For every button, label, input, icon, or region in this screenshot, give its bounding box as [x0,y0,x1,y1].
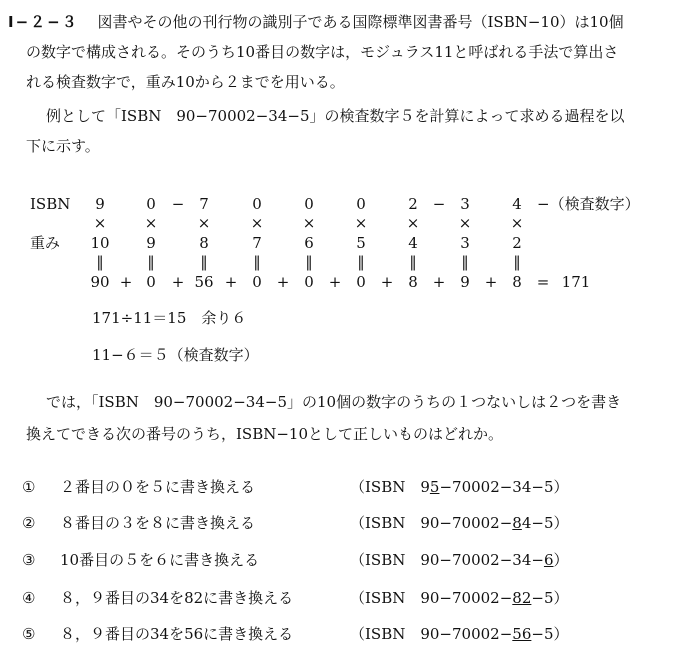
product: 0 [146,273,156,291]
weight: 3 [460,234,470,252]
intro-line-1: Ⅰ−２−３ 図書やその他の刊行物の識別子である国際標準図書番号（ISBN−10）は10個 [8,13,624,31]
prompt-line-2: 換えてできる次の番号のうち，ISBN−10として正しいものはどれか。 [26,425,504,443]
product: 56 [194,273,214,291]
intro-line-3: れる検査数字で，重み10から２までを用いる。 [26,73,345,91]
product: 0 [356,273,366,291]
prompt-line-1: では，「ISBN 90−70002−34−5」の10個の数字のうちの１つないしは２つを書き [46,393,622,411]
digit: 0 [304,195,314,213]
digit: 4 [512,195,522,213]
hyphen: − [171,195,185,213]
hyphen: − [432,195,446,213]
weight: 2 [512,234,522,252]
question-number: Ⅰ−２−３ [8,13,79,31]
digit: 7 [199,195,209,213]
times-sign: × [354,214,368,232]
digit: 2 [408,195,418,213]
plus-sign: + [484,273,498,291]
digit: 3 [460,195,470,213]
calculation-grid [0,0,684,300]
check-digit-line: 11−６＝５（検査数字） [92,346,259,364]
option-text: 10番目の５を６に書き換える [60,551,260,569]
option-marker: ④ [22,589,36,607]
option-text: ８，９番目の34を82に書き換える [60,589,294,607]
digit: 0 [146,195,156,213]
equals-vertical: ‖ [200,253,208,271]
times-sign: × [302,214,316,232]
times-sign: × [458,214,472,232]
option-isbn: （ISBN 95−70002−34−5） [350,478,569,496]
times-sign: × [197,214,211,232]
product: 8 [512,273,522,291]
sum-equals: = [536,273,550,291]
division-line: 171÷11＝15 余り６ [92,309,247,327]
product: 9 [460,273,470,291]
intro-line-4: 例として「ISBN 90−70002−34−5」の検査数字５を計算によって求める過程を以 [46,107,625,125]
option-text: ８，９番目の34を56に書き換える [60,625,294,643]
times-sign: × [93,214,107,232]
plus-sign: + [224,273,238,291]
check-digit-label: −（検査数字） [537,195,640,213]
option-isbn: （ISBN 90−70002−34−6） [350,551,569,569]
intro-line-5: 下に示す。 [26,137,100,155]
times-sign: × [250,214,264,232]
option-marker: ① [22,478,36,496]
equals-vertical: ‖ [147,253,155,271]
option-marker: ⑤ [22,625,36,643]
times-sign: × [510,214,524,232]
option-isbn: （ISBN 90−70002−82−5） [350,589,569,607]
option-isbn: （ISBN 90−70002−84−5） [350,514,569,532]
sum-value: 171 [561,273,591,291]
weight: 6 [304,234,314,252]
plus-sign: + [380,273,394,291]
digit: 0 [252,195,262,213]
product: 0 [252,273,262,291]
equals-vertical: ‖ [96,253,104,271]
option-text: ２番目の０を５に書き換える [60,478,256,496]
weight: 7 [252,234,262,252]
digit: 0 [356,195,366,213]
equals-vertical: ‖ [513,253,521,271]
weight: 10 [90,234,110,252]
option-isbn: （ISBN 90−70002−56−5） [350,625,569,643]
option-marker: ② [22,514,36,532]
times-sign: × [144,214,158,232]
digit: 9 [95,195,105,213]
weight: 4 [408,234,418,252]
option-marker: ③ [22,551,36,569]
plus-sign: + [119,273,133,291]
equals-vertical: ‖ [409,253,417,271]
equals-vertical: ‖ [253,253,261,271]
product: 0 [304,273,314,291]
equals-vertical: ‖ [357,253,365,271]
plus-sign: + [276,273,290,291]
product: 8 [408,273,418,291]
plus-sign: + [171,273,185,291]
product: 90 [90,273,110,291]
option-text: ８番目の３を８に書き換える [60,514,256,532]
plus-sign: + [328,273,342,291]
intro-line-2: の数字で構成される。そのうち10番目の数字は，モジュラス11と呼ばれる手法で算出さ [26,43,619,61]
times-sign: × [406,214,420,232]
equals-vertical: ‖ [461,253,469,271]
plus-sign: + [432,273,446,291]
isbn-label: ISBN [30,195,71,213]
weight: 9 [146,234,156,252]
weight-label: 重み [30,234,61,252]
weight: 5 [356,234,366,252]
equals-vertical: ‖ [305,253,313,271]
weight: 8 [199,234,209,252]
